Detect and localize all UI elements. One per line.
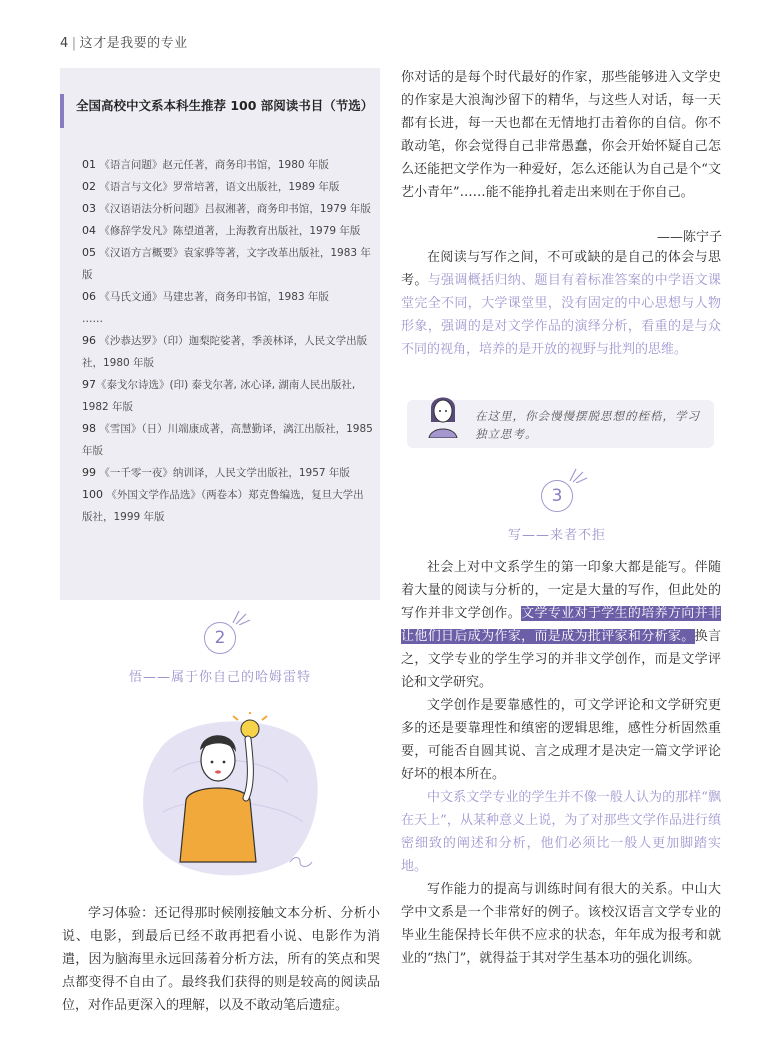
book-item: 100 《外国文学作品选》（两卷本）郑克鲁编选，复旦大学出版社，1999 年版 (82, 488, 364, 523)
page-number: 4 (60, 36, 69, 51)
emphasis-paragraph: 中文系文学专业的学生并不像一般人认为的那样“飘在天上”，从某种意义上说，为了对那些文学作品进行缜密细致的阐述和分析，他们必须比一般人更加脚踏实地。 (401, 790, 721, 874)
section-2-heading (100, 622, 340, 685)
book-ellipsis: …… (82, 313, 103, 325)
reading-list-box (60, 68, 380, 600)
student-avatar-icon (423, 392, 461, 438)
running-title: 这才是我要的专业 (79, 36, 188, 51)
reading-list-title: 全国高校中文系本科生推荐 100 部阅读书目（节选） (76, 98, 374, 113)
book-item: 03 《汉语语法分析问题》吕叔湘著，商务印书馆，1979 年版 (82, 202, 371, 215)
header-separator: | (71, 36, 77, 51)
reading-writing-paragraph: 在阅读与写作之间，不可或缺的是自己的体会与思考。与强调概括归纳、题目有着标准答案的中学语文课堂完全不同，大学课堂里，没有固定的中心思想与人物形象，强调的是对文学作品的演绎分析，看重的是与众不同的视角，培养的是开放的视野与批判的思维。 (401, 250, 721, 357)
book-item: 05 《汉语方言概要》袁家骅等著，文字改革出版社，1983 年版 (82, 246, 371, 281)
book-item: 04 《修辞学发凡》陈望道著，上海教育出版社，1979 年版 (82, 224, 361, 237)
book-item: 97《泰戈尔诗选》(印) 泰戈尔著, 冰心译, 湖南人民出版社, 1982 年版 (82, 378, 356, 413)
book-item: 99 《一千零一夜》纳训译，人民文学出版社，1957 年版 (82, 466, 350, 479)
tip-text: 在这里，你会慢慢摆脱思想的桎梏，学习独立思考。 (475, 409, 700, 441)
book-item: 96 《沙恭达罗》（印）迦梨陀娑著，季羡林译，人民文学出版社，1980 年版 (82, 334, 368, 369)
book-item: 06 《马氏文通》马建忠著，商务印书馆，1983 年版 (82, 290, 329, 303)
quote-attribution: ——陈宁子 (656, 230, 722, 245)
section-3-heading (437, 480, 677, 543)
tip-callout (407, 400, 714, 448)
emphasis-text: 与强调概括归纳、题目有着标准答案的中学语文课堂完全不同，大学课堂里，没有固定的中心思想与人物形象，强调的是对文学作品的演绎分析，看重的是与众不同的视角，培养的是开放的视野与批判的思维。 (401, 273, 721, 357)
training-paragraph: 写作能力的提高与训练时间有很大的关系。中山大学中文系是一个非常好的例子。该校汉语言文学专业的毕业生能保持长年供不应求的状态，年年成为报考和就业的“热门”，就得益于其对学生基本功的强化训练。 (401, 882, 721, 966)
book-item: 01 《语言问题》赵元任著，商务印书馆，1980 年版 (82, 158, 329, 171)
book-item: 98 《雪国》（日）川端康成著，高慧勤译，漓江出版社，1985 年版 (82, 422, 373, 457)
highlighted-text: 文学专业对于学生的培养方向并非让他们日后成为作家，而是成为批评家和分析家。 (401, 606, 721, 644)
learning-experience-paragraph: 学习体验：还记得那时候刚接触文本分析、分析小说、电影，到最后已经不敢再把看小说、电影作为消遣，因为脑海里永远回荡着分析方法，所有的笑点和哭点都变得不自由了。最终我们获得的则是较高的阅读品位，对作品更深入的理解，以及不敢动笔后遗症。 (62, 906, 380, 1013)
sparkle-icon (568, 467, 588, 483)
page-header (60, 32, 188, 51)
section-number-badge: 2 (204, 622, 236, 654)
quote-paragraph: 你对话的是每个时代最好的作家，那些能够进入文学史的作家是大浪淘沙留下的精华，与这些人对话，每一天都有长进，每一天也都在无情地打击着你的自信。你不敢动笔，你会觉得自己非常愚蠢，你会开始怀疑自己怎么还能把文学作为一种爱好，怎么还能认为自己是个“文艺小青年”……能不能挣扎着走出来则在于你自己。 (401, 70, 721, 200)
accent-bar (60, 94, 64, 128)
book-item: 02 《语言与文化》罗常培著，语文出版社，1989 年版 (82, 180, 340, 193)
section-title: 悟——属于你自己的哈姆雷特 (128, 670, 311, 685)
section-number-badge: 3 (541, 480, 573, 512)
book-list (82, 154, 374, 528)
creation-paragraph: 文学创作是要靠感性的，可文学评论和文学研究更多的还是要靠理性和缜密的逻辑思维，感性分析固然重要，可能否自圆其说、言之成理才是决定一篇文学评论好坏的根本所在。 (401, 698, 721, 782)
sparkle-icon (231, 609, 251, 625)
thinking-person-illustration (138, 712, 328, 882)
writing-paragraph: 社会上对中文系学生的第一印象大都是能写。伴随着大量的阅读与分析的，一定是大量的写作，但此处的写作并非文学创作。文学专业对于学生的培养方向并非让他们日后成为作家，而是成为批评家和分析家。换言之，文学专业的学生学习的并非文学创作，而是文学评论和文学研究。 (401, 560, 721, 690)
section-title: 写——来者不拒 (507, 528, 606, 543)
